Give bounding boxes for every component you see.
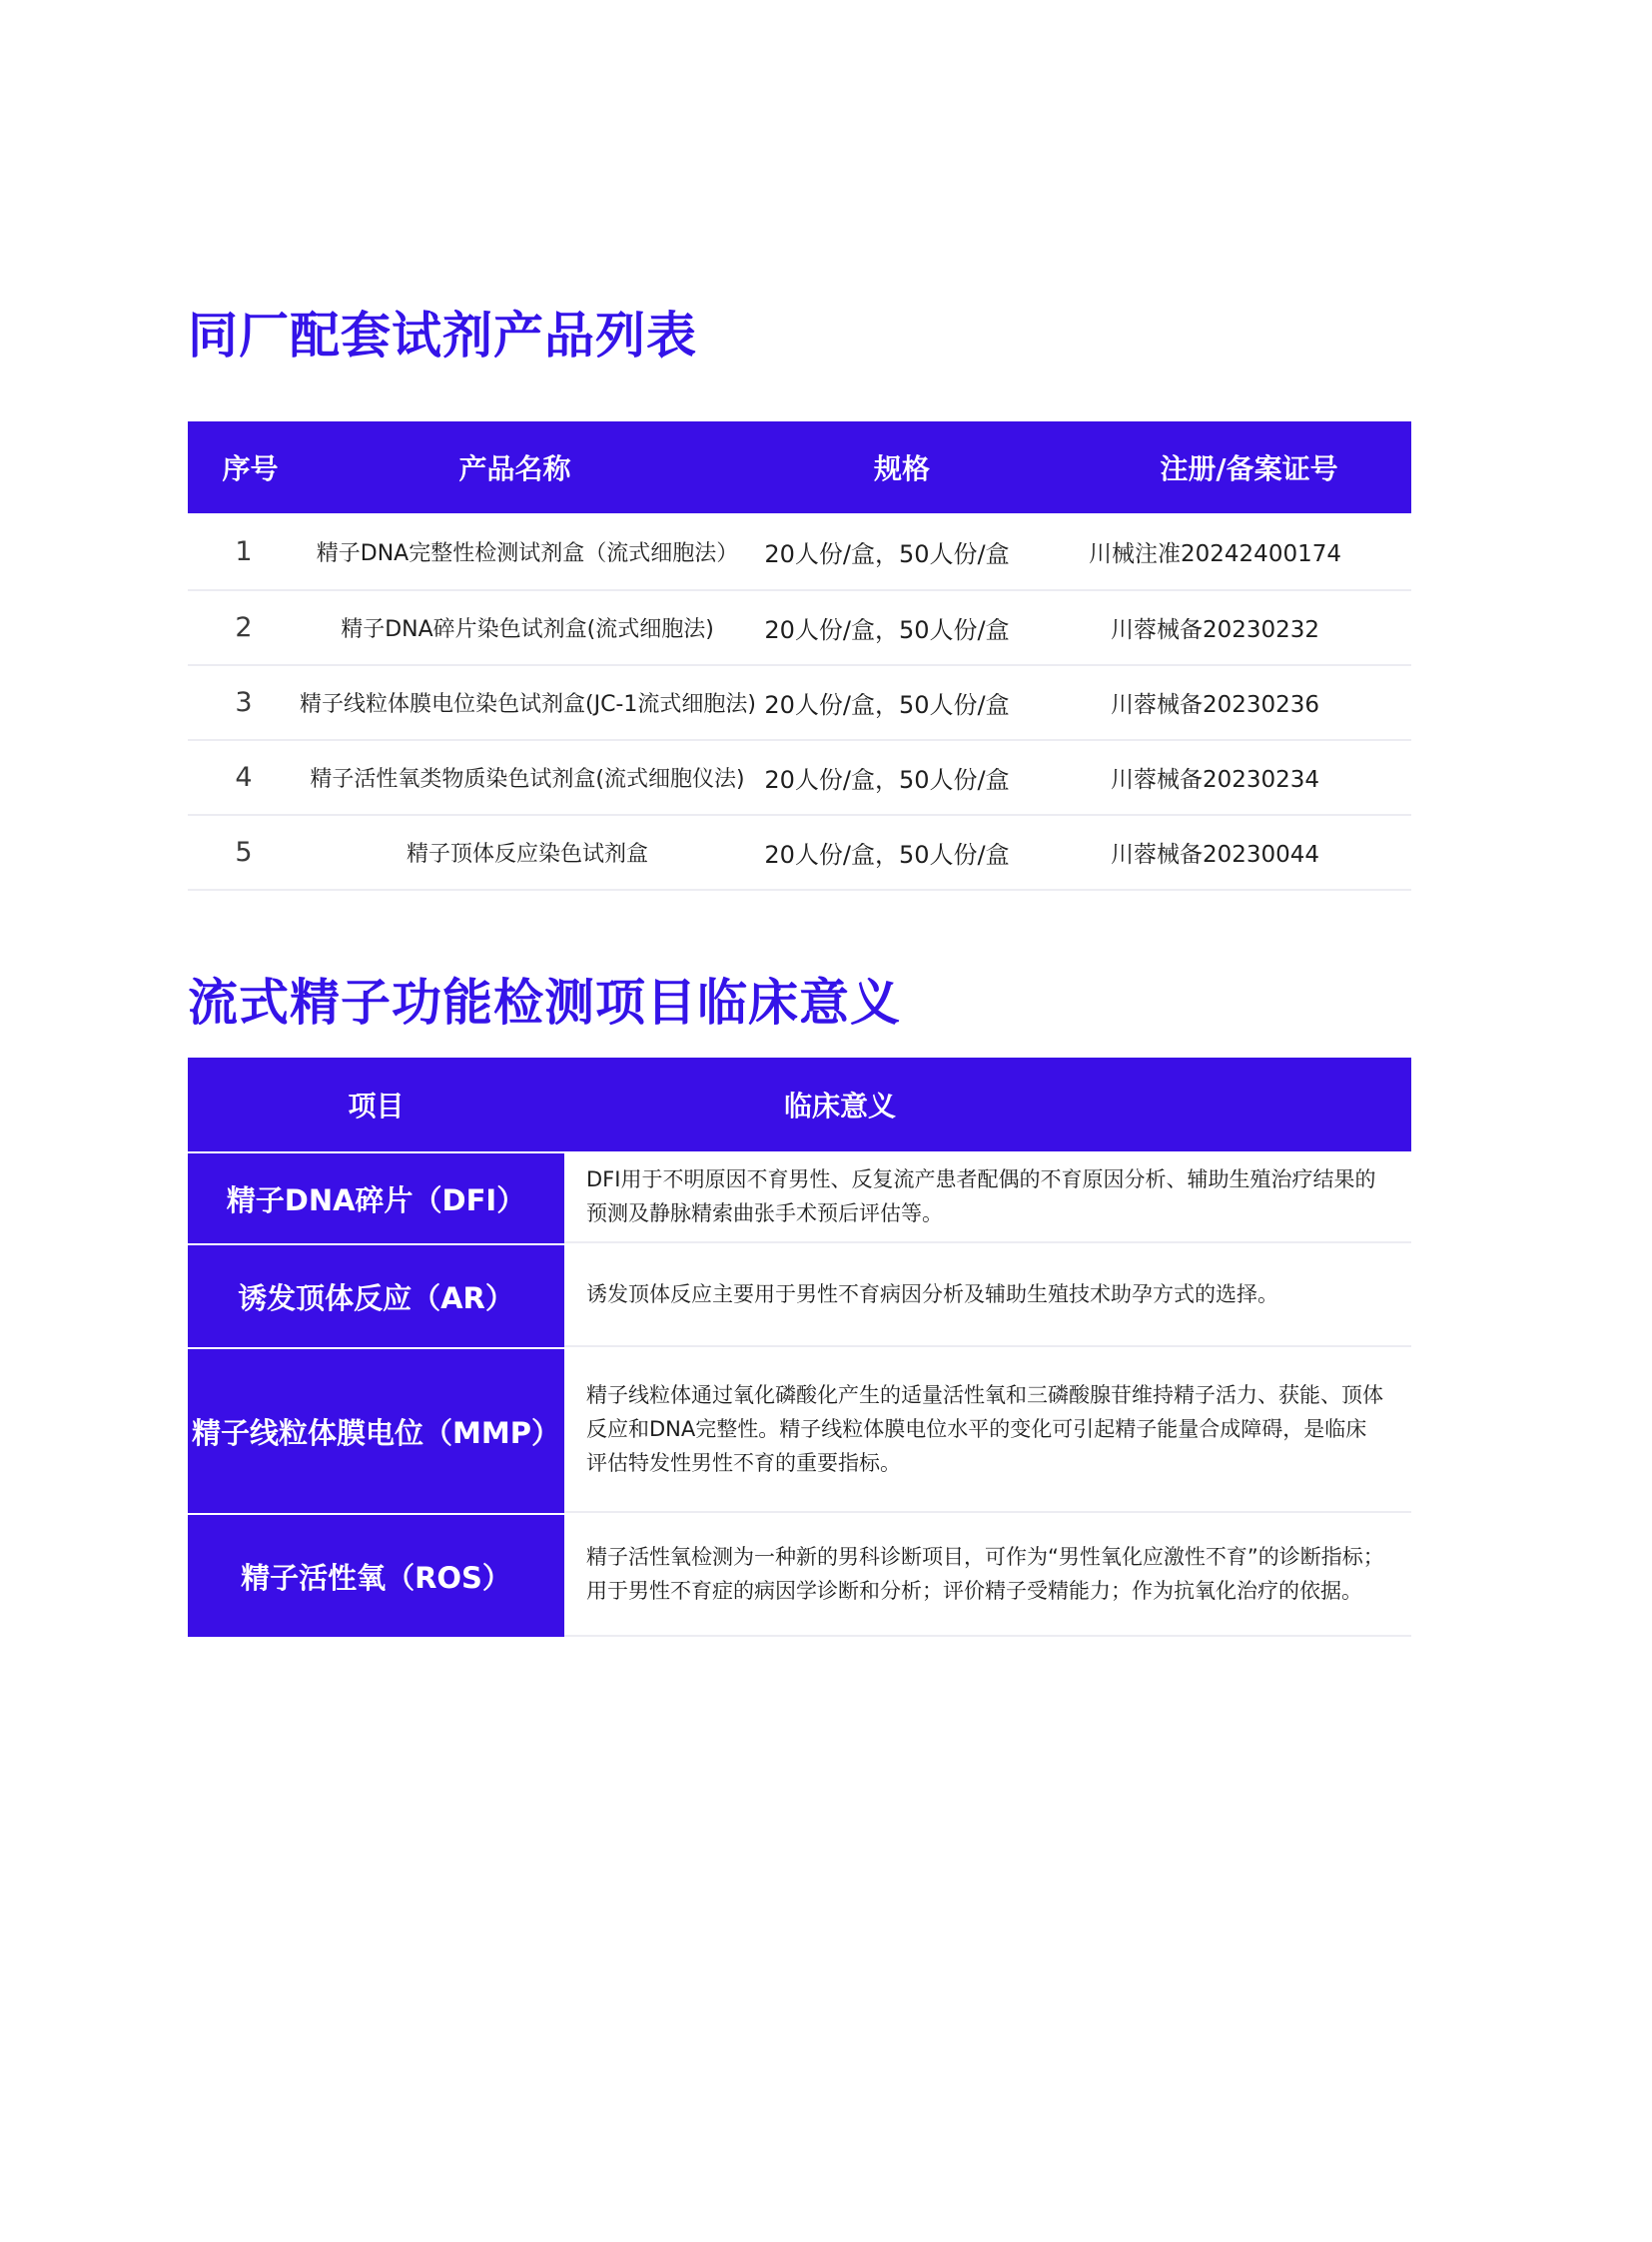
clinical-table-header [188, 1058, 1411, 1151]
table-row [188, 1513, 1411, 1637]
row-no: 5 [235, 837, 253, 868]
row-reg: 川械注准20242400174 [1089, 540, 1341, 567]
product-table [188, 421, 1411, 891]
row-meaning: 精子线粒体通过氧化磷酸化产生的适量活性氧和三磷酸腺苷维持精子活力、获能、顶体反应和DNA完整性。精子线粒体膜电位水平的变化可引起精子能量合成障碍，是临床评估特发性男性不育的重要指标。 [564, 1347, 1411, 1513]
header-name: 产品名称 [458, 452, 571, 485]
row-meaning: 诱发顶体反应主要用于男性不育病因分析及辅助生殖技术助孕方式的选择。 [564, 1243, 1411, 1347]
row-name: 精子DNA碎片染色试剂盒(流式细胞法) [341, 617, 714, 642]
clinical-table [188, 1058, 1411, 1637]
row-name: 精子顶体反应染色试剂盒 [406, 842, 648, 867]
row-spec: 20人份/盒，50人份/盒 [764, 539, 1010, 568]
row-no: 1 [235, 535, 253, 567]
row-spec: 20人份/盒，50人份/盒 [764, 616, 1010, 644]
row-no: 3 [235, 687, 253, 718]
clinical-section-title: 流式精子功能检测项目临床意义 [188, 974, 901, 1032]
product-table-header [188, 421, 1411, 513]
row-reg: 川蓉械备20230236 [1110, 692, 1320, 718]
row-reg: 川蓉械备20230234 [1110, 767, 1320, 793]
row-item: 精子DNA碎片（DFI） [188, 1151, 564, 1243]
header-item: 项目 [348, 1090, 405, 1122]
header-meaning: 临床意义 [784, 1090, 897, 1122]
table-row [188, 741, 1411, 816]
table-row [188, 666, 1411, 741]
table-row [188, 591, 1411, 666]
table-row [188, 513, 1411, 591]
row-reg: 川蓉械备20230232 [1110, 617, 1320, 643]
products-section-title: 同厂配套试剂产品列表 [188, 307, 697, 365]
row-reg: 川蓉械备20230044 [1110, 842, 1320, 868]
row-spec: 20人份/盒，50人份/盒 [764, 766, 1010, 794]
table-row [188, 1151, 1411, 1243]
row-name: 精子线粒体膜电位染色试剂盒(JC-1流式细胞法) [300, 692, 756, 717]
row-name: 精子活性氧类物质染色试剂盒(流式细胞仪法) [310, 767, 745, 792]
header-spec: 规格 [873, 452, 930, 485]
row-no: 4 [235, 762, 253, 793]
row-meaning: 精子活性氧检测为一种新的男科诊断项目，可作为“男性氧化应激性不育”的诊断指标；用于男性不育症的病因学诊断和分析；评价精子受精能力；作为抗氧化治疗的依据。 [564, 1513, 1411, 1637]
row-item: 精子线粒体膜电位（MMP） [188, 1347, 564, 1513]
row-no: 2 [235, 612, 253, 643]
row-spec: 20人份/盒，50人份/盒 [764, 691, 1010, 719]
row-name: 精子DNA完整性检测试剂盒（流式细胞法） [316, 540, 739, 566]
table-row [188, 1243, 1411, 1347]
table-row [188, 816, 1411, 891]
table-row [188, 1347, 1411, 1513]
row-item: 精子活性氧（ROS） [188, 1513, 564, 1637]
header-no: 序号 [222, 452, 279, 485]
row-spec: 20人份/盒，50人份/盒 [764, 841, 1010, 869]
row-meaning: DFI用于不明原因不育男性、反复流产患者配偶的不育原因分析、辅助生殖治疗结果的预测及静脉精索曲张手术预后评估等。 [564, 1151, 1411, 1243]
row-item: 诱发顶体反应（AR） [188, 1243, 564, 1347]
header-reg: 注册/备案证号 [1160, 452, 1338, 485]
